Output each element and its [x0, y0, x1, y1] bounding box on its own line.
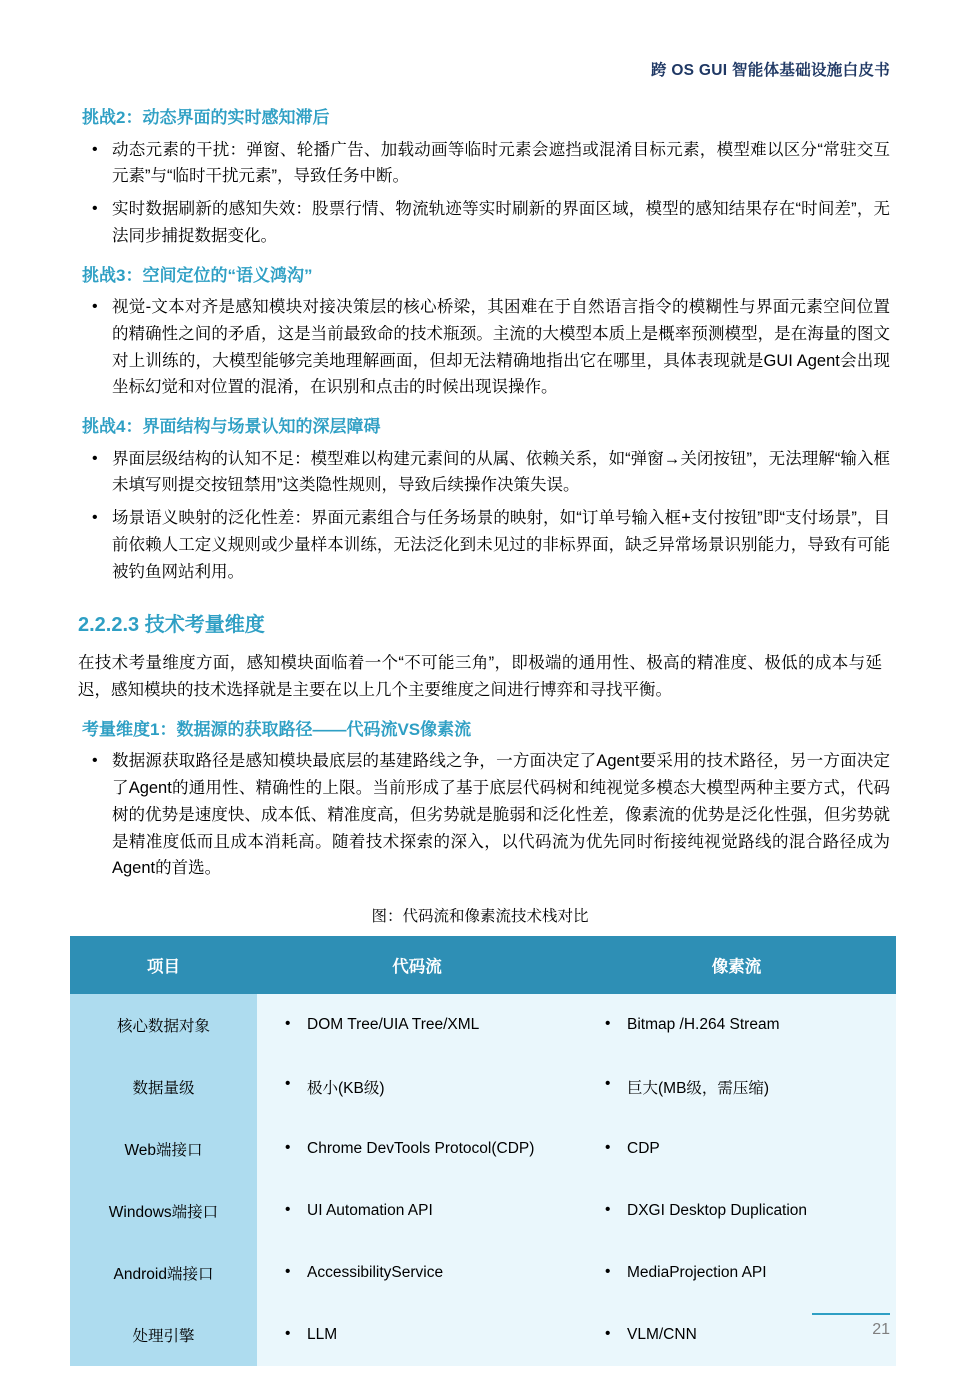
table-cell-code-text: • LLM — [285, 1326, 337, 1344]
heading-tech-dimension: 2.2.2.3 技术考量维度 — [78, 614, 265, 637]
table-cell-code-text: • 极小(KB级) — [285, 1076, 385, 1098]
table-header-item: 项目 — [70, 936, 257, 994]
paragraph-tech-dimension: 在技术考量维度方面，感知模块面临着一个“不可能三角”，即极端的通用性、极高的精准度、极低的成本与延迟，感知模块的技术选择就是主要在以上几个主要维度之间进行博弈和寻找平衡。 — [78, 654, 882, 699]
table-cell-item: Android端接口 — [70, 1242, 257, 1304]
comparison-table — [70, 936, 896, 1366]
list-item: • 数据源获取路径是感知模块最底层的基建路线之争，一方面决定了Agent要采用的技术路径，另一方面决定了Agent的通用性、精确性的上限。当前形成了基于底层代码树和纯视觉多模态大模型两种主要方式，代码树的优势是速度快、成本低、精准度高，但劣势就是脆弱和泛化性差，像素流的优势是泛化性强，但劣势就是精准度低而且成本消耗高。随着技术探索的深入，以代码流为优先同时衔接纯视觉路线的混合路径成为Agent的首选。 — [70, 748, 890, 882]
list-item: • 动态元素的干扰：弹窗、轮播广告、加载动画等临时元素会遮挡或混淆目标元素，模型难以区分“常驻交互元素”与“临时干扰元素”，导致任务中断。 — [70, 137, 890, 190]
table-row — [70, 1056, 896, 1118]
table-cell-code — [257, 1180, 577, 1242]
table-cell-code-text: • DOM Tree/UIA Tree/XML — [285, 1016, 479, 1034]
table-cell-code — [257, 1242, 577, 1304]
table-cell-item: Windows端接口 — [70, 1180, 257, 1242]
heading-challenge-3: 挑战3：空间定位的“语义鸿沟” — [82, 265, 313, 285]
list-item: • 实时数据刷新的感知失效：股票行情、物流轨迹等实时刷新的界面区域，模型的感知结果存在“时间差”，无法同步捕捉数据变化。 — [70, 196, 890, 249]
table-cell-code-text: • Chrome DevTools Protocol(CDP) — [285, 1140, 534, 1158]
table-cell-pixel-text: • VLM/CNN — [605, 1326, 697, 1344]
bullet-list-challenge-4 — [70, 446, 890, 586]
page-header — [70, 0, 890, 80]
footer-rule — [812, 1313, 890, 1315]
table-row — [70, 994, 896, 1056]
table-cell-item: 核心数据对象 — [70, 994, 257, 1056]
page-footer — [800, 1313, 890, 1339]
page-number: 21 — [872, 1321, 890, 1338]
table-cell-item: 处理引擎 — [70, 1304, 257, 1366]
table-cell-pixel — [577, 1242, 896, 1304]
table-cell-item: 数据量级 — [70, 1056, 257, 1118]
table-header-pixel-stream: 像素流 — [577, 936, 896, 994]
table-cell-pixel — [577, 1118, 896, 1180]
table-cell-pixel — [577, 994, 896, 1056]
heading-challenge-2: 挑战2：动态界面的实时感知滞后 — [82, 108, 330, 127]
bullet-list-dimension-1 — [70, 748, 890, 882]
table-cell-code — [257, 1118, 577, 1180]
table-header-row — [70, 936, 896, 994]
heading-challenge-4: 挑战4：界面结构与场景认知的深层障碍 — [82, 417, 381, 437]
table-cell-pixel — [577, 1180, 896, 1242]
table-cell-pixel-text: • Bitmap /H.264 Stream — [605, 1016, 779, 1034]
table-cell-code — [257, 1304, 577, 1366]
page-content — [70, 106, 890, 1366]
figure-caption: 图：代码流和像素流技术栈对比 — [371, 907, 589, 925]
bullet-list-challenge-3 — [70, 294, 890, 401]
table-row — [70, 1242, 896, 1304]
table-cell-pixel-text: • MediaProjection API — [605, 1264, 767, 1282]
list-item: • 场景语义映射的泛化性差：界面元素组合与任务场景的映射，如“订单号输入框+支付按钮”即“支付场景”，目前依赖人工定义规则或少量样本训练，无法泛化到未见过的非标界面，缺乏异常场景识别能力，导致有可能被钓鱼网站利用。 — [70, 505, 890, 585]
table-cell-pixel-text: • 巨大(MB级，需压缩) — [605, 1076, 769, 1098]
table-row — [70, 1304, 896, 1366]
table-row — [70, 1180, 896, 1242]
list-item: • 视觉-文本对齐是感知模块对接决策层的核心桥梁，其困难在于自然语言指令的模糊性与界面元素空间位置的精确性之间的矛盾，这是当前最致命的技术瓶颈。主流的大模型本质上是概率预测模型，是在海量的图文对上训练的，大模型能够完美地理解画面，但却无法精确地指出它在哪里，具体表现就是GUI Agent会出现坐标幻觉和对位置的混淆，在识别和点击的时候出现误操作。 — [70, 294, 890, 401]
table-cell-item: Web端接口 — [70, 1118, 257, 1180]
table-header-code-stream: 代码流 — [257, 936, 577, 994]
header-title: 跨 OS GUI 智能体基础设施白皮书 — [650, 62, 890, 79]
heading-dimension-1: 考量维度1：数据源的获取路径——代码流VS像素流 — [82, 719, 472, 739]
table-row — [70, 1118, 896, 1180]
table-cell-code — [257, 1056, 577, 1118]
list-item: • 界面层级结构的认知不足：模型难以构建元素间的从属、依赖关系，如“弹窗→关闭按钮”，无法理解“输入框未填写则提交按钮禁用”这类隐性规则，导致后续操作决策失误。 — [70, 446, 890, 499]
table-cell-pixel-text: • CDP — [605, 1140, 660, 1158]
bullet-list-challenge-2 — [70, 137, 890, 250]
table-cell-code-text: • UI Automation API — [285, 1202, 433, 1220]
table-cell-code — [257, 994, 577, 1056]
table-cell-pixel-text: • DXGI Desktop Duplication — [605, 1202, 807, 1220]
table-cell-pixel — [577, 1056, 896, 1118]
table-cell-code-text: • AccessibilityService — [285, 1264, 443, 1282]
